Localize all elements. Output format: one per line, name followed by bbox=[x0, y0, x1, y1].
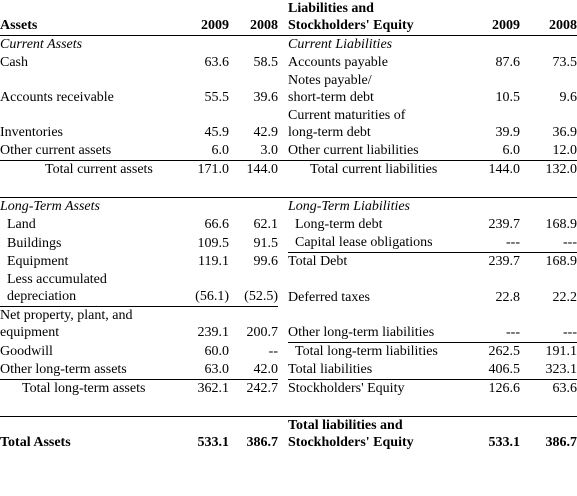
table-row: Buildings 109.5 91.5 Capital lease obligations --- --- bbox=[0, 234, 577, 253]
row-label: Total Debt bbox=[288, 254, 348, 269]
year-2008-header-right: 2008 bbox=[520, 0, 577, 36]
row-label: Current maturities of long-term debt bbox=[288, 108, 406, 140]
table-row: Accounts receivable 55.5 39.6 Notes payable/ short-term debt 10.5 9.6 bbox=[0, 73, 577, 105]
row-label: Capital lease obligations bbox=[288, 234, 465, 253]
year-2009-header-right: 2009 bbox=[465, 0, 520, 36]
row-label: Deferred taxes bbox=[288, 289, 371, 305]
total-liabilities-equity-label: Total liabilities and Stockholders' Equity bbox=[288, 417, 414, 450]
table-row: Inventories 45.9 42.9 Current maturities of long-term debt 39.9 36.9 bbox=[0, 108, 577, 140]
spacer-row bbox=[0, 179, 577, 198]
table-row: Other long-term assets 63.0 42.0 Total liabilities 406.5 323.1 bbox=[0, 361, 577, 380]
row-label: Buildings bbox=[7, 235, 62, 251]
table-row: Less accumulated depreciation (56.1) (52.5) Deferred taxes 22.8 22.2 bbox=[0, 271, 577, 307]
table-row: Cash 63.6 58.5 Accounts payable 87.6 73.5 bbox=[0, 55, 577, 70]
row-label: Long-term debt bbox=[295, 217, 383, 232]
row-label: Other long-term liabilities bbox=[288, 307, 465, 343]
table-row: Other current assets 6.0 3.0 Other current liabilities 6.0 12.0 bbox=[0, 142, 577, 161]
year-2008-header: 2008 bbox=[229, 0, 278, 36]
row-label: Other current liabilities bbox=[288, 142, 465, 161]
section-title-row bbox=[0, 198, 577, 217]
row-label: Accounts payable bbox=[288, 55, 388, 70]
row-label: Inventories bbox=[0, 125, 63, 140]
row-label: Cash bbox=[0, 55, 28, 70]
subtotal-row: Total current assets 171.0 144.0 Total current liabilities 144.0 132.0 bbox=[0, 161, 577, 180]
year-2009-header: 2009 bbox=[178, 0, 229, 36]
row-label: Total liabilities bbox=[288, 361, 465, 380]
row-label: Other long-term assets bbox=[0, 361, 178, 380]
row-label: Total current assets bbox=[45, 162, 153, 177]
current-assets-title: Current Assets bbox=[0, 37, 83, 52]
assets-header: Assets bbox=[0, 0, 178, 36]
row-label: Net property, plant, and equipment bbox=[0, 308, 133, 340]
row-label: Other current assets bbox=[0, 142, 178, 161]
spacer-row bbox=[0, 398, 577, 417]
long-term-assets-title: Long-Term Assets bbox=[0, 199, 100, 214]
table-row: Goodwill 60.0 -- Total long-term liabilities 262.5 191.1 bbox=[0, 343, 577, 359]
row-label: Notes payable/ short-term debt bbox=[288, 73, 374, 105]
total-assets-label: Total Assets bbox=[0, 434, 71, 450]
subtotal-row: Total long-term assets 362.1 242.7 Stockholders' Equity 126.6 63.6 bbox=[0, 379, 577, 398]
row-label: Total long-term assets bbox=[22, 380, 146, 396]
table-row: Equipment 119.1 99.6 Total Debt 239.7 168.9 bbox=[0, 253, 577, 272]
row-label: Accounts receivable bbox=[0, 90, 114, 105]
total-row: Total Assets 533.1 386.7 Total liabilities and Stockholders' Equity 533.1 386.7 bbox=[0, 417, 577, 450]
row-label: Less accumulated depreciation bbox=[0, 271, 178, 307]
long-term-liabilities-title: Long-Term Liabilities bbox=[288, 199, 411, 214]
row-label: Goodwill bbox=[0, 343, 53, 359]
row-label: Total long-term liabilities bbox=[295, 343, 438, 359]
table-row: Land 66.6 62.1 Long-term debt 239.7 168.9 bbox=[0, 216, 577, 234]
row-label: Total current liabilities bbox=[310, 162, 438, 177]
header-row bbox=[0, 0, 577, 36]
liabilities-header: Liabilities and Stockholders' Equity bbox=[288, 0, 465, 36]
table-row: Net property, plant, and equipment 239.1 200.7 Other long-term liabilities --- --- bbox=[0, 308, 577, 340]
current-liabilities-title: Current Liabilities bbox=[288, 37, 393, 52]
row-label: Equipment bbox=[7, 254, 69, 269]
row-label: Land bbox=[7, 217, 36, 232]
section-title-row bbox=[0, 36, 577, 55]
row-label: Stockholders' Equity bbox=[288, 380, 405, 396]
